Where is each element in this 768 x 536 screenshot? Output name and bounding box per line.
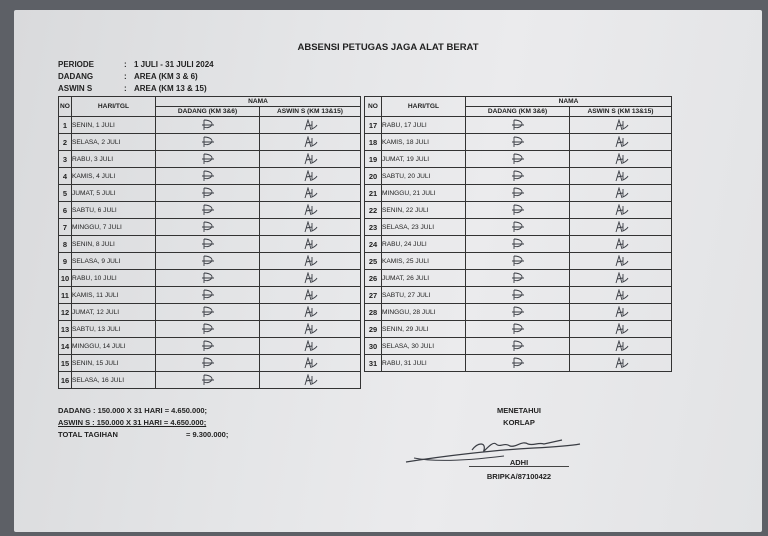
row-day: SENIN, 1 JULI xyxy=(72,117,156,134)
signature-aswin xyxy=(570,219,672,236)
table-row xyxy=(365,168,672,185)
table-row xyxy=(365,287,672,304)
signature-aswin xyxy=(260,270,361,287)
row-day: JUMAT, 26 JULI xyxy=(382,270,466,287)
table-row xyxy=(59,236,361,253)
row-day: SENIN, 8 JULI xyxy=(72,236,156,253)
header-dadang: DADANG (KM 3&6) xyxy=(156,107,260,117)
row-no: 19 xyxy=(365,151,382,168)
header-no: NO xyxy=(365,97,382,117)
signature-aswin xyxy=(260,253,361,270)
row-no: 28 xyxy=(365,304,382,321)
signature-aswin xyxy=(570,168,672,185)
row-day: SABTU, 27 JULI xyxy=(382,287,466,304)
signature-dadang xyxy=(156,372,260,389)
row-day: JUMAT, 19 JULI xyxy=(382,151,466,168)
meta-value: AREA (KM 13 & 15) xyxy=(134,84,207,93)
signature-dadang xyxy=(156,185,260,202)
total-dadang: DADANG : 150.000 X 31 HARI = 4.650.000; xyxy=(58,406,208,415)
signature-aswin xyxy=(570,355,672,372)
table-row xyxy=(59,185,361,202)
korlap-rank: BRIPKA/87100422 xyxy=(486,472,552,481)
signature-dadang xyxy=(156,202,260,219)
row-no: 21 xyxy=(365,185,382,202)
signature-aswin xyxy=(260,304,361,321)
signature-aswin xyxy=(570,338,672,355)
signature-dadang xyxy=(466,253,570,270)
table-row xyxy=(365,253,672,270)
row-no: 14 xyxy=(59,338,72,355)
table-row xyxy=(59,270,361,287)
total-aswin: ASWIN S : 150.000 X 31 HARI = 4.650.000; xyxy=(58,418,207,427)
signature-aswin xyxy=(260,219,361,236)
attendance-table-left xyxy=(58,96,361,389)
signature-aswin xyxy=(570,134,672,151)
row-day: SELASA, 16 JULI xyxy=(72,372,156,389)
menetahui-label: MENETAHUI xyxy=(496,406,542,415)
signature-dadang xyxy=(466,168,570,185)
signature-dadang xyxy=(156,219,260,236)
row-day: KAMIS, 11 JULI xyxy=(72,287,156,304)
meta-label: DADANG xyxy=(58,72,94,81)
row-day: SELASA, 9 JULI xyxy=(72,253,156,270)
table-row xyxy=(365,151,672,168)
header-dadang: DADANG (KM 3&6) xyxy=(466,107,570,117)
row-day: MINGGU, 28 JULI xyxy=(382,304,466,321)
signature-aswin xyxy=(570,151,672,168)
signature-dadang xyxy=(466,355,570,372)
row-no: 2 xyxy=(59,134,72,151)
row-no: 17 xyxy=(365,117,382,134)
meta-periode: PERIODE : 1 JULI - 31 JULI 2024 xyxy=(58,60,214,69)
signature-aswin xyxy=(260,117,361,134)
table-row xyxy=(59,338,361,355)
row-day: MINGGU, 21 JULI xyxy=(382,185,466,202)
signature-aswin xyxy=(260,168,361,185)
signature-aswin xyxy=(570,202,672,219)
row-day: SELASA, 30 JULI xyxy=(382,338,466,355)
signature-dadang xyxy=(156,338,260,355)
table-row xyxy=(59,287,361,304)
row-day: RABU, 10 JULI xyxy=(72,270,156,287)
table-row xyxy=(365,134,672,151)
header-day: HARI/TGL xyxy=(382,97,466,117)
table-row xyxy=(59,355,361,372)
document-page xyxy=(14,10,762,532)
signature-dadang xyxy=(156,321,260,338)
signature-aswin xyxy=(570,117,672,134)
table-row xyxy=(59,372,361,389)
row-day: SELASA, 23 JULI xyxy=(382,219,466,236)
row-no: 27 xyxy=(365,287,382,304)
signature-aswin xyxy=(260,134,361,151)
attendance-table-right xyxy=(364,96,672,372)
korlap-name: ADHI xyxy=(509,458,529,467)
table-row xyxy=(59,151,361,168)
row-day: SABTU, 13 JULI xyxy=(72,321,156,338)
signature-dadang xyxy=(466,287,570,304)
row-day: RABU, 31 JULI xyxy=(382,355,466,372)
signature-dadang xyxy=(466,202,570,219)
signature-aswin xyxy=(570,304,672,321)
signature-dadang xyxy=(466,185,570,202)
row-no: 29 xyxy=(365,321,382,338)
signature-aswin xyxy=(260,355,361,372)
table-row xyxy=(59,219,361,236)
table-row xyxy=(59,168,361,185)
table-row xyxy=(365,304,672,321)
row-day: RABU, 3 JULI xyxy=(72,151,156,168)
row-day: MINGGU, 7 JULI xyxy=(72,219,156,236)
table-row xyxy=(59,202,361,219)
signature-dadang xyxy=(156,117,260,134)
table-row xyxy=(59,304,361,321)
table-row xyxy=(365,117,672,134)
table-row xyxy=(365,355,672,372)
header-nama: NAMA xyxy=(466,97,672,107)
signature-dadang xyxy=(466,321,570,338)
row-day: JUMAT, 12 JULI xyxy=(72,304,156,321)
row-day: KAMIS, 4 JULI xyxy=(72,168,156,185)
row-no: 4 xyxy=(59,168,72,185)
meta-value: 1 JULI - 31 JULI 2024 xyxy=(134,60,214,69)
signature-dadang xyxy=(466,134,570,151)
meta-label: ASWIN S xyxy=(58,84,93,93)
row-day: SABTU, 20 JULI xyxy=(382,168,466,185)
signature-aswin xyxy=(260,236,361,253)
row-no: 3 xyxy=(59,151,72,168)
header-no: NO xyxy=(59,97,72,117)
signature-dadang xyxy=(466,151,570,168)
row-day: KAMIS, 18 JULI xyxy=(382,134,466,151)
signature-dadang xyxy=(466,236,570,253)
row-no: 5 xyxy=(59,185,72,202)
table-row xyxy=(59,253,361,270)
total-value: = 9.300.000; xyxy=(186,430,229,439)
row-no: 7 xyxy=(59,219,72,236)
row-no: 25 xyxy=(365,253,382,270)
row-no: 22 xyxy=(365,202,382,219)
signature-dadang xyxy=(156,253,260,270)
row-no: 24 xyxy=(365,236,382,253)
row-day: KAMIS, 25 JULI xyxy=(382,253,466,270)
signature-dadang xyxy=(466,270,570,287)
header-nama: NAMA xyxy=(156,97,361,107)
document-title: ABSENSI PETUGAS JAGA ALAT BERAT xyxy=(297,42,479,53)
meta-label: PERIODE xyxy=(58,60,95,69)
row-no: 1 xyxy=(59,117,72,134)
header-aswin: ASWIN S (KM 13&15) xyxy=(260,107,361,117)
table-row xyxy=(365,338,672,355)
row-day: MINGGU, 14 JULI xyxy=(72,338,156,355)
row-no: 10 xyxy=(59,270,72,287)
meta-aswin: ASWIN S : AREA (KM 13 & 15) xyxy=(58,84,207,93)
signature-aswin xyxy=(260,372,361,389)
table-row xyxy=(365,202,672,219)
table-row xyxy=(365,321,672,338)
row-day: SABTU, 6 JULI xyxy=(72,202,156,219)
signature-dadang xyxy=(156,168,260,185)
table-row xyxy=(365,219,672,236)
signature-dadang xyxy=(466,117,570,134)
signature-aswin xyxy=(260,287,361,304)
signature-dadang xyxy=(156,134,260,151)
signature-dadang xyxy=(156,287,260,304)
table-row xyxy=(365,236,672,253)
row-day: SENIN, 15 JULI xyxy=(72,355,156,372)
row-no: 8 xyxy=(59,236,72,253)
table-row xyxy=(59,117,361,134)
row-no: 13 xyxy=(59,321,72,338)
table-row xyxy=(365,270,672,287)
row-no: 16 xyxy=(59,372,72,389)
row-no: 23 xyxy=(365,219,382,236)
signature-dadang xyxy=(466,304,570,321)
row-no: 30 xyxy=(365,338,382,355)
row-no: 20 xyxy=(365,168,382,185)
signature-aswin xyxy=(260,151,361,168)
row-no: 6 xyxy=(59,202,72,219)
signature-dadang xyxy=(466,338,570,355)
row-no: 12 xyxy=(59,304,72,321)
header-day: HARI/TGL xyxy=(72,97,156,117)
signature-aswin xyxy=(570,321,672,338)
signature-dadang xyxy=(156,355,260,372)
total-tagihan xyxy=(58,430,228,439)
row-day: RABU, 24 JULI xyxy=(382,236,466,253)
header-aswin: ASWIN S (KM 13&15) xyxy=(570,107,672,117)
signature-aswin xyxy=(260,321,361,338)
signature-aswin xyxy=(570,270,672,287)
signature-aswin xyxy=(260,185,361,202)
table-row xyxy=(59,134,361,151)
row-day: SENIN, 22 JULI xyxy=(382,202,466,219)
signature-dadang xyxy=(156,236,260,253)
row-day: RABU, 17 JULI xyxy=(382,117,466,134)
table-row xyxy=(59,321,361,338)
signature-aswin xyxy=(570,253,672,270)
row-day: JUMAT, 5 JULI xyxy=(72,185,156,202)
korlap-label: KORLAP xyxy=(503,418,535,427)
signature-aswin xyxy=(260,202,361,219)
row-no: 9 xyxy=(59,253,72,270)
signature-dadang xyxy=(156,151,260,168)
row-day: SELASA, 2 JULI xyxy=(72,134,156,151)
row-no: 18 xyxy=(365,134,382,151)
signature-aswin xyxy=(570,236,672,253)
total-label: TOTAL TAGIHAN xyxy=(58,430,118,439)
signature-aswin xyxy=(260,338,361,355)
table-row xyxy=(365,185,672,202)
row-no: 31 xyxy=(365,355,382,372)
meta-dadang: DADANG : AREA (KM 3 & 6) xyxy=(58,72,198,81)
signature-aswin xyxy=(570,185,672,202)
row-day: SENIN, 29 JULI xyxy=(382,321,466,338)
signature-dadang xyxy=(466,219,570,236)
meta-value: AREA (KM 3 & 6) xyxy=(134,72,198,81)
signature-dadang xyxy=(156,304,260,321)
signature-aswin xyxy=(570,287,672,304)
row-no: 11 xyxy=(59,287,72,304)
row-no: 15 xyxy=(59,355,72,372)
signature-dadang xyxy=(156,270,260,287)
row-no: 26 xyxy=(365,270,382,287)
